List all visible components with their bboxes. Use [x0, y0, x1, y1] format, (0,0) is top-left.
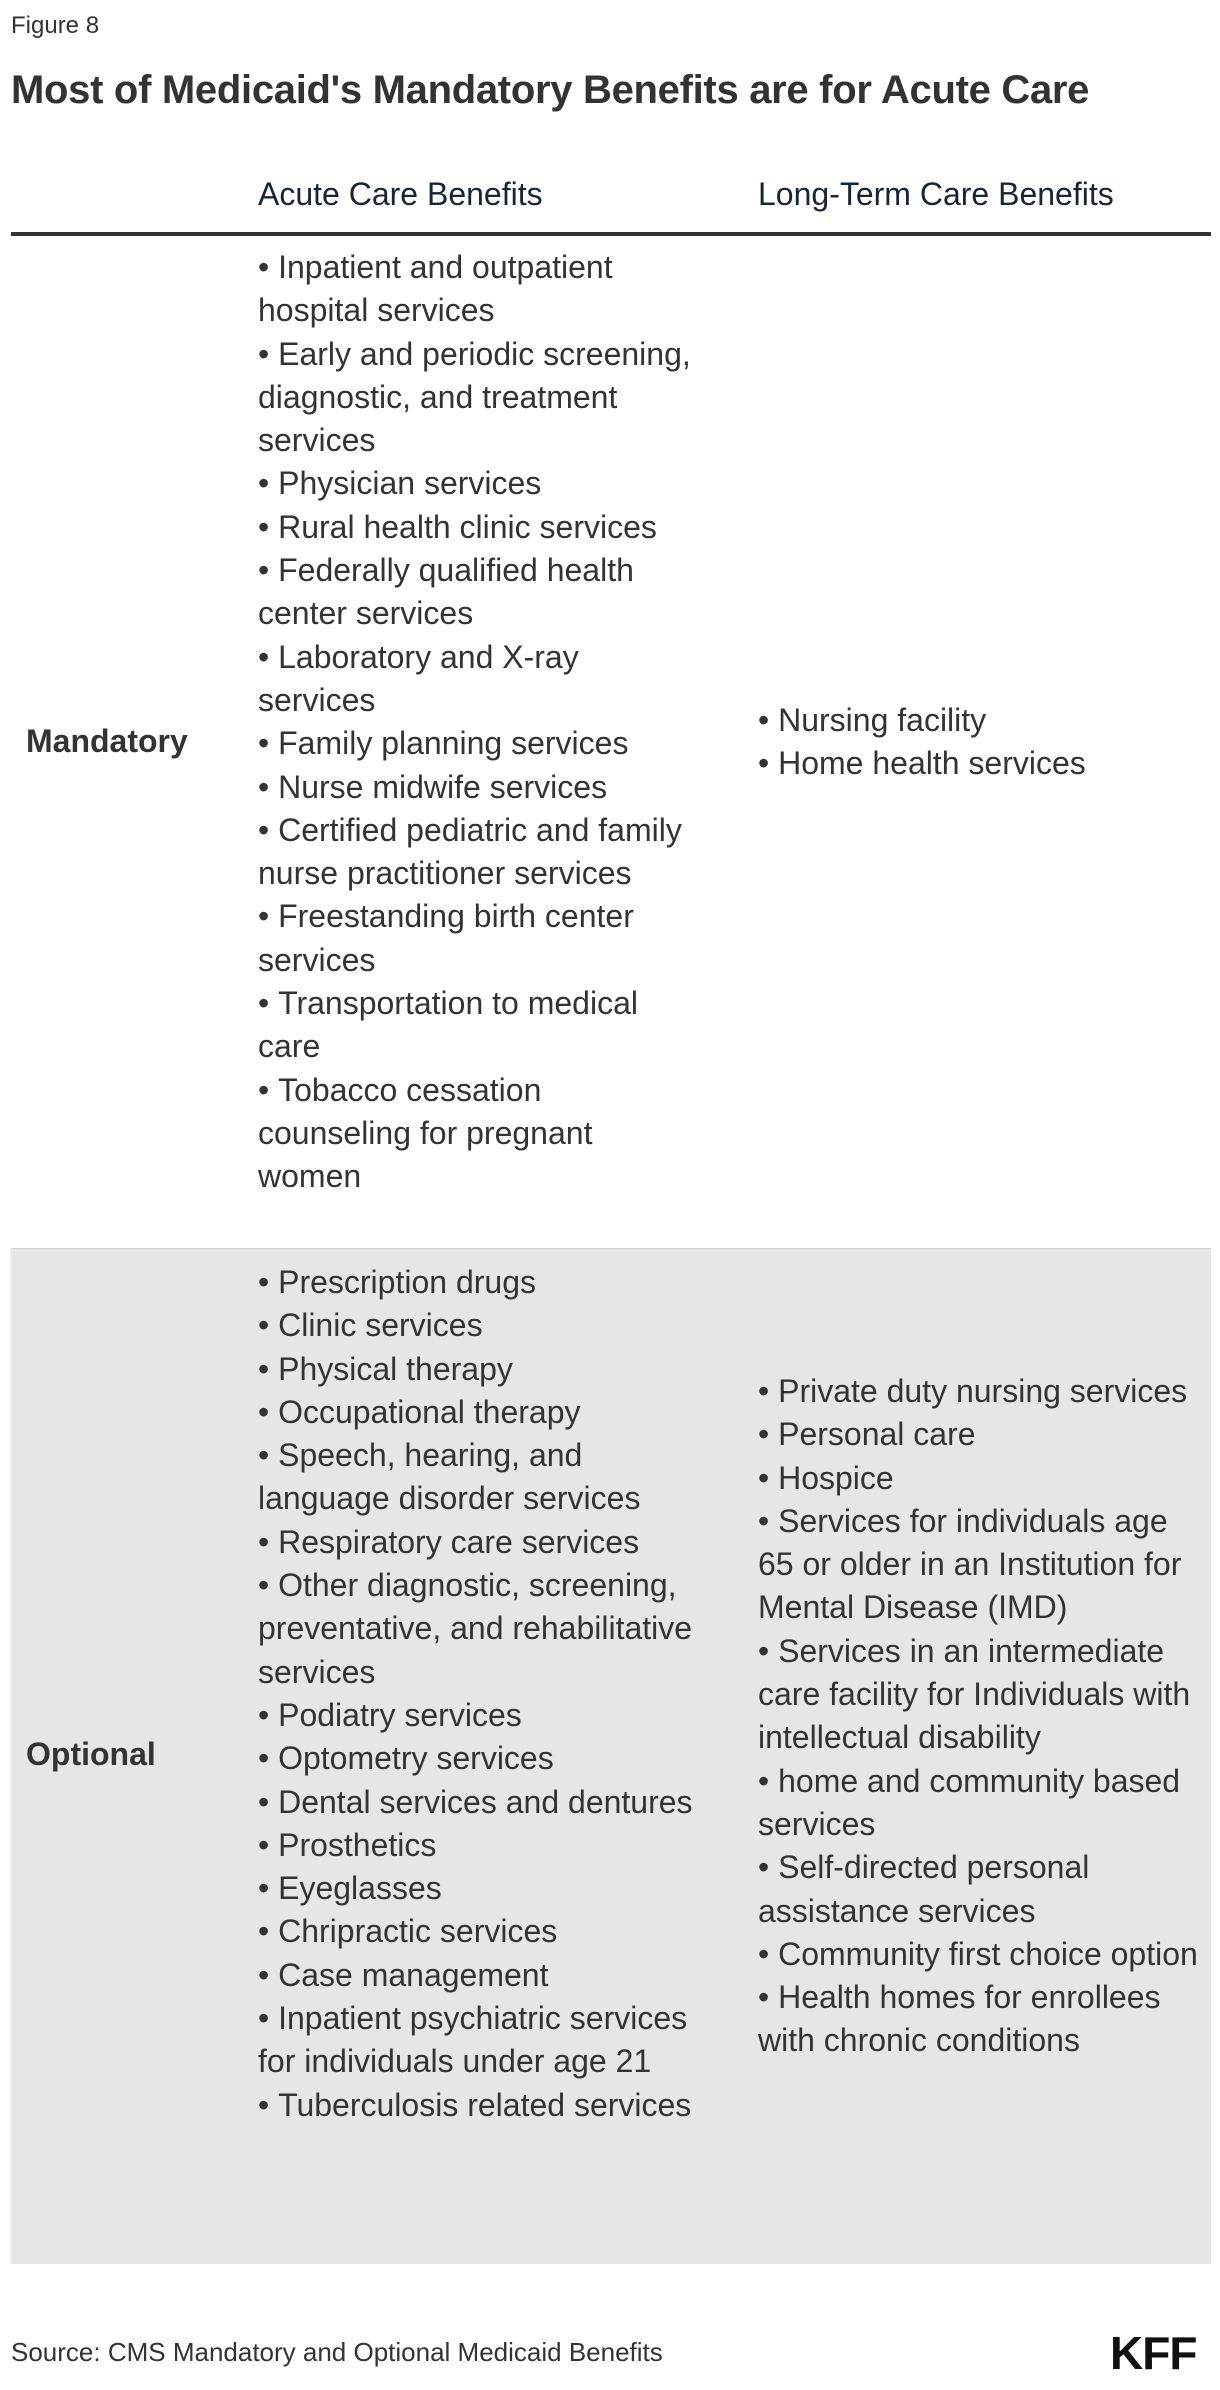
list-item: • Federally qualified health center services	[258, 549, 698, 636]
list-item: • Occupational therapy	[258, 1391, 698, 1434]
list-item: • Freestanding birth center services	[258, 895, 698, 982]
list-item: • Community first choice option	[758, 1933, 1198, 1976]
list-item: • Self-directed personal assistance services	[758, 1846, 1198, 1933]
list-item: • Case management	[258, 1954, 698, 1997]
figure-title: Most of Medicaid's Mandatory Benefits are for Acute Care	[11, 68, 1090, 112]
list-item: • Clinic services	[258, 1304, 698, 1347]
list-item: • Inpatient and outpatient hospital services	[258, 246, 698, 333]
list-item: • Personal care	[758, 1413, 1198, 1456]
list-item: • Speech, hearing, and language disorder services	[258, 1434, 698, 1521]
list-item: • Laboratory and X-ray services	[258, 636, 698, 723]
list-item: • Other diagnostic, screening, preventative, and rehabilitative services	[258, 1564, 698, 1694]
column-header-long-term: Long-Term Care Benefits	[758, 176, 1114, 212]
table-row-mandatory	[11, 236, 1211, 1249]
list-item: • Podiatry services	[258, 1694, 698, 1737]
list-item: • Services for individuals age 65 or older in an Institution for Mental Disease (IMD)	[758, 1500, 1198, 1630]
list-item: • home and community based services	[758, 1760, 1198, 1847]
list-item: • Hospice	[758, 1457, 1198, 1500]
list-item: • Dental services and dentures	[258, 1781, 698, 1824]
list-item: • Rural health clinic services	[258, 506, 698, 549]
list-item: • Inpatient psychiatric services for individuals under age 21	[258, 1997, 698, 2084]
row-label-mandatory: Mandatory	[26, 723, 188, 759]
list-item: • Nursing facility	[758, 699, 1198, 742]
list-item: • Home health services	[758, 742, 1198, 785]
list-item: • Physician services	[258, 462, 698, 505]
table-row-optional	[11, 1249, 1211, 2264]
list-item: • Prosthetics	[258, 1824, 698, 1867]
mandatory-acute-list	[258, 246, 698, 1199]
list-item: • Services in an intermediate care facility for Individuals with intellectual disability	[758, 1630, 1198, 1760]
table-header	[11, 168, 1211, 236]
kff-logo: KFF	[1110, 2327, 1197, 2379]
list-item: • Certified pediatric and family nurse practitioner services	[258, 809, 698, 896]
list-item: • Tuberculosis related services	[258, 2084, 698, 2127]
list-item: • Prescription drugs	[258, 1261, 698, 1304]
column-header-acute: Acute Care Benefits	[258, 176, 543, 212]
source-note: Source: CMS Mandatory and Optional Medicaid Benefits	[11, 2337, 663, 2367]
figure-label: Figure 8	[11, 12, 100, 39]
list-item: • Early and periodic screening, diagnostic, and treatment services	[258, 333, 698, 463]
list-item: • Private duty nursing services	[758, 1370, 1198, 1413]
list-item: • Chripractic services	[258, 1910, 698, 1953]
list-item: • Optometry services	[258, 1737, 698, 1780]
list-item: • Health homes for enrollees with chronic conditions	[758, 1976, 1198, 2063]
list-item: • Physical therapy	[258, 1348, 698, 1391]
list-item: • Tobacco cessation counseling for pregnant women	[258, 1069, 698, 1199]
list-item: • Respiratory care services	[258, 1521, 698, 1564]
optional-long-term-list	[758, 1370, 1198, 2063]
mandatory-long-term-list	[758, 699, 1198, 786]
list-item: • Nurse midwife services	[258, 766, 698, 809]
optional-acute-list	[258, 1261, 698, 2127]
list-item: • Family planning services	[258, 722, 698, 765]
row-label-optional: Optional	[26, 1736, 156, 1772]
list-item: • Transportation to medical care	[258, 982, 698, 1069]
list-item: • Eyeglasses	[258, 1867, 698, 1910]
